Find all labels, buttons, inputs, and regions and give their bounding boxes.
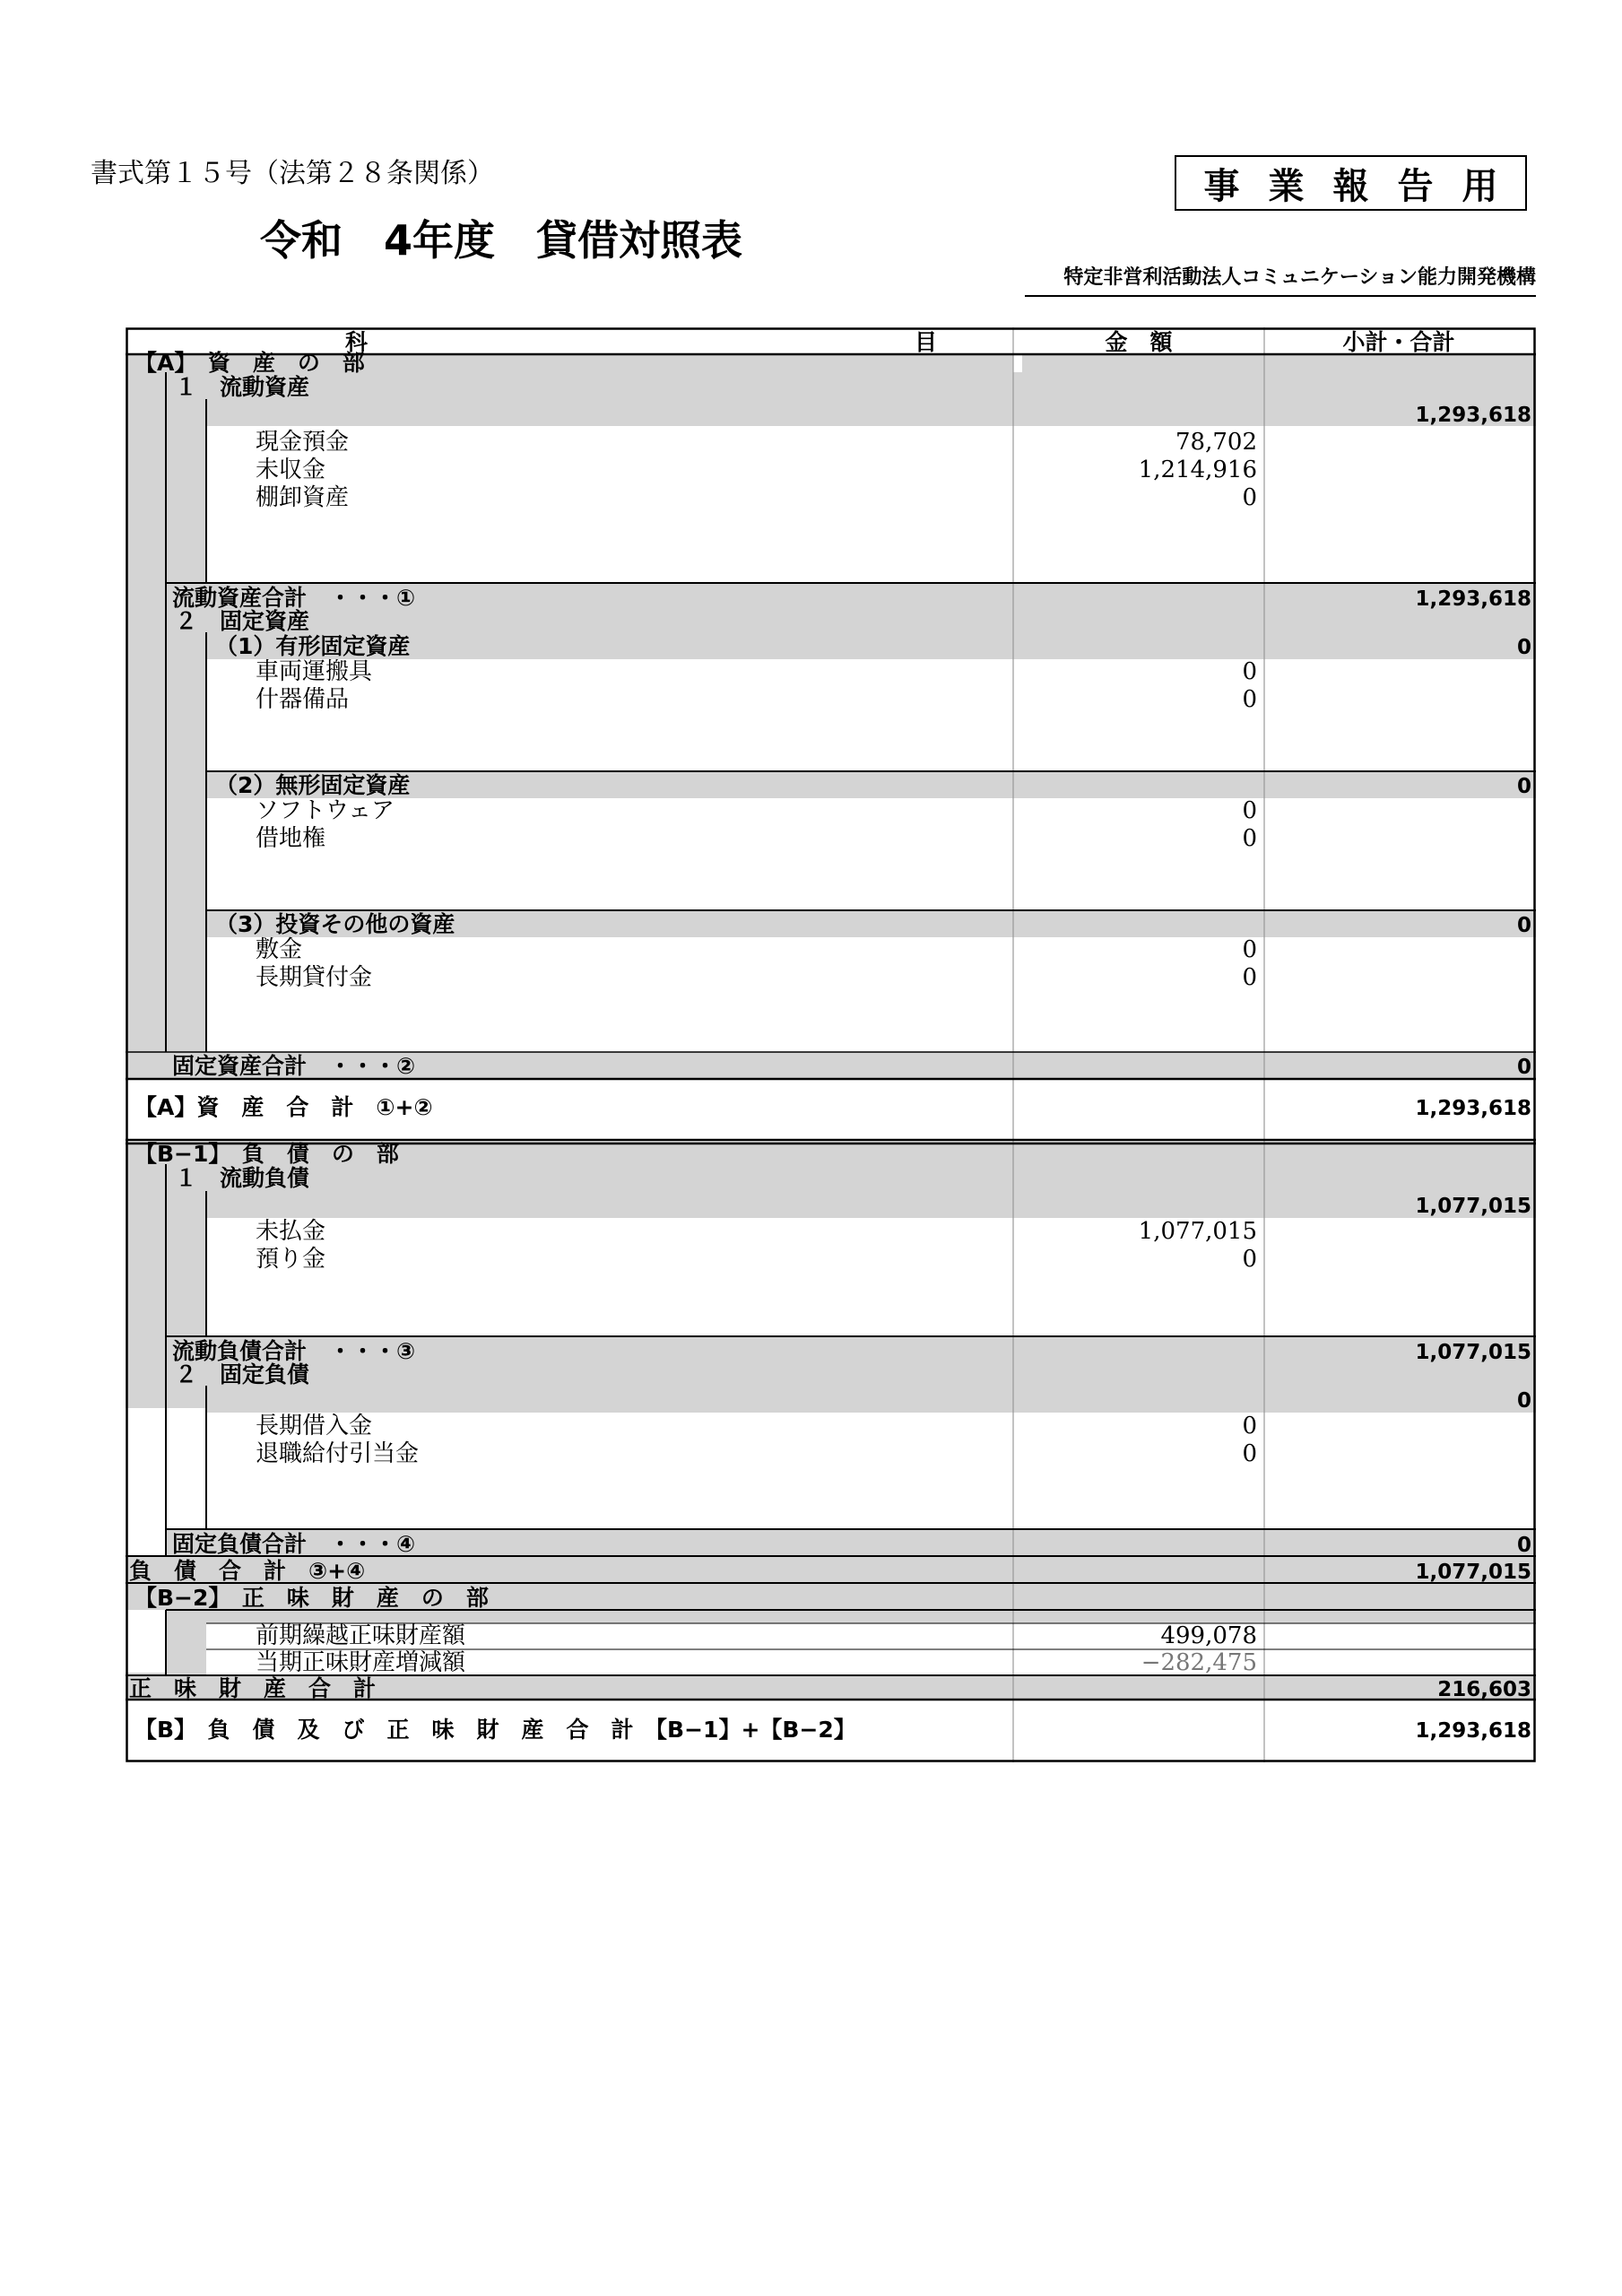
line-item: 未払金 [256, 1218, 326, 1245]
investments-subtotal: 0 [1516, 914, 1531, 937]
line-item: 前期繰越正味財産額 [256, 1622, 466, 1649]
grand-total: 1,293,618 [1415, 1719, 1531, 1743]
col-header-account-end: 目 [915, 329, 938, 355]
line-amount: 0 [1242, 964, 1257, 991]
line-item: 借地権 [256, 825, 326, 852]
line-amount: 499,078 [1160, 1622, 1257, 1649]
tangible-subtotal: 0 [1516, 636, 1531, 659]
line-item: 長期貸付金 [256, 964, 373, 991]
line-item: 什器備品 [256, 686, 350, 713]
net-assets-total: 216,603 [1437, 1678, 1531, 1701]
line-item: ソフトウェア [256, 797, 395, 824]
assets-total: 1,293,618 [1415, 1097, 1531, 1120]
line-amount: 0 [1242, 797, 1257, 824]
line-item: 退職給付引当金 [256, 1440, 420, 1467]
intangible-heading: （2）無形固定資産 [215, 772, 411, 798]
current-liabilities-subtotal: 1,077,015 [1415, 1195, 1531, 1218]
liabilities-heading: 【B−1】 負 債 の 部 [134, 1141, 399, 1167]
line-amount: 1,214,916 [1138, 457, 1257, 483]
line-amount: 0 [1242, 936, 1257, 963]
line-item: 敷金 [256, 936, 303, 963]
col-header-amount: 金 額 [1105, 329, 1173, 355]
line-amount: 0 [1242, 1246, 1257, 1273]
line-item: 未収金 [256, 457, 326, 483]
intangible-subtotal: 0 [1516, 775, 1531, 798]
line-item: 当期正味財産増減額 [256, 1649, 466, 1676]
line-amount-negative: −282,475 [1141, 1649, 1257, 1676]
fixed-liabilities-heading: ２ 固定負債 [175, 1361, 310, 1387]
current-assets-total-label: 流動資産合計 ・・・① [172, 585, 416, 611]
line-amount: 0 [1242, 825, 1257, 852]
current-liabilities-total: 1,077,015 [1415, 1341, 1531, 1364]
fixed-liabilities-total-label: 固定負債合計 ・・・④ [172, 1531, 416, 1557]
current-assets-total: 1,293,618 [1415, 587, 1531, 611]
business-report-badge: 事業報告用 [1175, 155, 1527, 211]
col-header-subtotal: 小計・合計 [1342, 329, 1455, 355]
current-liabilities-total-label: 流動負債合計 ・・・③ [172, 1338, 416, 1364]
line-amount: 0 [1242, 1440, 1257, 1467]
balance-sheet-table [126, 327, 1536, 1762]
fixed-liabilities-subtotal: 0 [1516, 1389, 1531, 1413]
line-item: 現金預金 [256, 429, 350, 456]
current-assets-heading: １ 流動資産 [175, 374, 310, 400]
fixed-liabilities-total: 0 [1516, 1534, 1531, 1557]
net-assets-total-label: 正 味 財 産 合 計 [129, 1675, 377, 1701]
fixed-assets-total: 0 [1516, 1056, 1531, 1079]
investments-heading: （3）投資その他の資産 [215, 911, 455, 937]
current-assets-subtotal: 1,293,618 [1415, 404, 1531, 427]
assets-total-label: 【A】資 産 合 計 ①+② [134, 1094, 433, 1120]
line-amount: 1,077,015 [1138, 1218, 1257, 1245]
form-number: 書式第１５号（法第２８条関係） [91, 158, 494, 189]
current-liabilities-heading: １ 流動負債 [175, 1165, 310, 1191]
tangible-heading: （1）有形固定資産 [215, 633, 411, 659]
fixed-assets-total-label: 固定資産合計 ・・・② [172, 1053, 416, 1079]
organization-name: 特定非営利活動法人コミュニケーション能力開発機構 [1025, 262, 1536, 297]
line-amount: 0 [1242, 1413, 1257, 1439]
line-amount: 0 [1242, 484, 1257, 511]
liabilities-total-label: 負 債 合 計 ③+④ [129, 1558, 366, 1584]
document-title: 令和 4年度 貸借対照表 [260, 216, 743, 265]
line-item: 棚卸資産 [256, 484, 350, 511]
line-amount: 0 [1242, 686, 1257, 713]
net-assets-heading: 【B−2】 正 味 財 産 の 部 [134, 1585, 489, 1611]
grand-total-label: 【B】 負 債 及 び 正 味 財 産 合 計 【B−1】+【B−2】 [134, 1717, 856, 1743]
line-amount: 0 [1242, 658, 1257, 685]
line-item: 長期借入金 [256, 1413, 373, 1439]
assets-heading: 【A】 資 産 の 部 [134, 350, 365, 376]
line-amount: 78,702 [1175, 429, 1257, 456]
fixed-assets-heading: ２ 固定資産 [175, 608, 310, 634]
liabilities-total: 1,077,015 [1415, 1561, 1531, 1584]
line-item: 預り金 [256, 1246, 326, 1273]
col-header-account: 科 [345, 329, 369, 355]
line-item: 車両運搬具 [256, 658, 373, 685]
